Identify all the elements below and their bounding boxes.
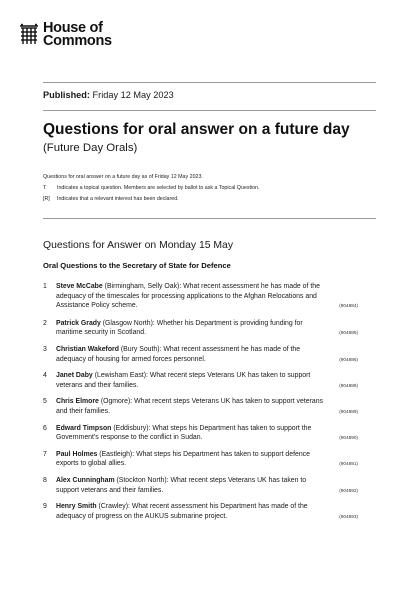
question-text: What steps his Department has taken to support the Government's response to the conflict in Sudan. xyxy=(56,424,312,442)
key-text: Indicates that a relevant interest has been declared. xyxy=(57,196,179,202)
member-name: Chris Elmore xyxy=(56,398,99,406)
intro-divider xyxy=(43,218,376,219)
question-reference: (904892) xyxy=(339,487,358,493)
question-body xyxy=(56,345,358,364)
page-title: Questions for oral answer on a future day xyxy=(43,121,350,138)
member-name: Steve McCabe xyxy=(56,283,103,290)
member-name: Janet Daby xyxy=(56,372,93,380)
constituency: (Eastleigh): xyxy=(99,450,135,458)
question-item xyxy=(43,450,358,469)
constituency: (Crawley): xyxy=(98,503,130,511)
question-text: What recent assessment he has made of the adequacy of the timescales for processing applications to the Afghan Relocations and Assistance Policy scheme. xyxy=(56,283,320,310)
question-text: What recent steps Veterans UK has taken to support veterans and their families. xyxy=(56,398,323,415)
questions-list xyxy=(43,282,358,528)
intro-block xyxy=(43,172,259,205)
question-item xyxy=(43,319,358,338)
question-number: 3 xyxy=(43,345,47,353)
constituency: (Eddisbury): xyxy=(113,424,151,432)
question-text: What recent steps Veterans UK has taken to support veterans and their families. xyxy=(56,476,307,494)
question-reference: (904888) xyxy=(339,382,358,388)
member-name: Edward Timpson xyxy=(56,424,112,432)
portcullis-icon xyxy=(19,23,39,45)
question-item xyxy=(43,282,358,311)
question-number: 1 xyxy=(43,283,47,290)
question-number: 7 xyxy=(43,450,47,458)
question-body xyxy=(56,476,358,495)
published-divider xyxy=(43,110,376,111)
question-item xyxy=(43,345,358,364)
constituency: (Lewisham East): xyxy=(94,372,148,380)
published-line xyxy=(43,90,174,100)
question-text: What steps his Department has taken to support defence exports to global allies. xyxy=(56,450,310,468)
published-date: Friday 12 May 2023 xyxy=(92,90,174,100)
question-body xyxy=(56,397,358,416)
question-body xyxy=(56,282,358,311)
question-text: What recent assessment he has made of the adequacy of housing for armed forces personnel. xyxy=(56,345,301,363)
question-body xyxy=(56,424,358,443)
logo-line-2: Commons xyxy=(43,33,112,49)
member-name: Alex Cunningham xyxy=(56,476,115,484)
question-text: Whether his Department is providing funding for maritime security in Scotland. xyxy=(56,319,303,337)
question-body xyxy=(56,502,358,521)
section-department-heading: Oral Questions to the Secretary of State for Defence xyxy=(43,261,231,270)
question-text: What recent assessment his Department has made of the adequacy of progress on the AUKUS submarine project. xyxy=(56,503,308,520)
question-reference: (904885) xyxy=(339,330,358,336)
page-subtitle: (Future Day Orals) xyxy=(43,142,138,154)
question-reference: (904890) xyxy=(339,435,358,441)
member-name: Henry Smith xyxy=(56,503,97,511)
constituency: (Stockton North): xyxy=(116,476,169,484)
question-body xyxy=(56,319,358,338)
constituency: (Bury South): xyxy=(120,345,162,353)
question-reference: (904884) xyxy=(339,303,358,309)
question-reference: (904886) xyxy=(339,356,358,362)
intro-text: Questions for oral answer on a future day as of Friday 12 May 2023. xyxy=(43,174,203,180)
question-number: 8 xyxy=(43,476,47,484)
constituency: (Ogmore): xyxy=(100,398,133,406)
section-day-heading: Questions for Answer on Monday 15 May xyxy=(43,240,234,251)
constituency: (Birmingham, Selly Oak): xyxy=(104,283,182,290)
question-item xyxy=(43,371,358,390)
published-label: Published: xyxy=(43,90,90,100)
question-number: 6 xyxy=(43,424,47,432)
top-divider xyxy=(43,82,376,83)
question-reference: (904891) xyxy=(339,461,358,467)
question-text: What recent steps Veterans UK has taken to support veterans and their families. xyxy=(56,372,311,389)
question-number: 4 xyxy=(43,372,47,380)
member-name: Patrick Grady xyxy=(56,319,101,327)
question-number: 5 xyxy=(43,398,47,406)
member-name: Christian Wakeford xyxy=(56,345,119,353)
key-mark: [R] xyxy=(43,196,50,202)
house-of-commons-logo xyxy=(19,22,112,48)
key-row-topical xyxy=(43,183,259,194)
question-item xyxy=(43,502,358,521)
key-mark: T xyxy=(43,185,47,191)
question-item xyxy=(43,397,358,416)
question-number: 2 xyxy=(43,319,47,327)
question-body xyxy=(56,450,358,469)
key-text: Indicates a topical question. Members are selected by ballot to ask a Topical Question. xyxy=(57,185,260,191)
constituency: (Glasgow North): xyxy=(102,319,155,327)
question-reference: (904893) xyxy=(339,513,358,519)
question-body xyxy=(56,371,358,390)
member-name: Paul Holmes xyxy=(56,450,98,458)
key-row-interest xyxy=(43,194,259,205)
logo-line-1: House of xyxy=(43,20,103,36)
question-number: 9 xyxy=(43,503,47,511)
question-item xyxy=(43,476,358,495)
question-reference: (904889) xyxy=(339,408,358,414)
question-item xyxy=(43,424,358,443)
